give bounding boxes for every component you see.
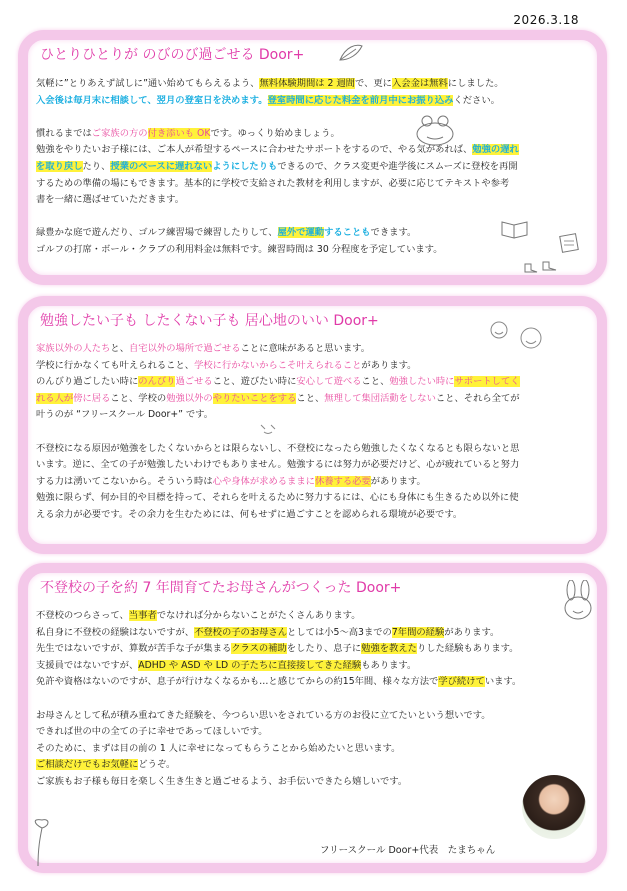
frog-doodle-icon: [405, 110, 465, 150]
highlighted-text: ようにしたりも: [212, 160, 278, 172]
highlighted-text: 学び続けて: [438, 676, 485, 688]
body-text: 免許や資格はないのですが、息子が行けなくなるかも…と感じてからの約15年間、様々な方法で: [36, 676, 439, 688]
body-text: と、: [110, 343, 129, 354]
body-text: りした経験もあります。: [416, 643, 519, 655]
paragraph-line: [36, 242, 589, 259]
highlighted-text: 授業のペースに遅れない: [110, 160, 213, 172]
body-text: できるので、クラス変更や進学後にスムーズに登校を再開: [277, 160, 518, 172]
highlighted-text: を取り戻し: [36, 160, 83, 172]
highlighted-text: ご相談だけでもお気軽に: [36, 759, 139, 771]
body-text: ご家族もお子様も毎日を楽しく生き生きと過ごせるよう、お手伝いできたら嬉しいです。: [36, 775, 408, 787]
body-text: こと、それら全てが: [435, 392, 520, 404]
body-text: どうぞ。: [138, 759, 176, 771]
paragraph-line: [36, 126, 589, 143]
body-text: があります。: [444, 626, 500, 638]
paragraph-line: [36, 358, 589, 375]
body-text: 私自身に不登校の経験はないですが、: [36, 626, 195, 638]
highlighted-text: 傍に居る: [73, 392, 111, 404]
paragraph-line: [36, 708, 589, 725]
paragraph-line: [36, 641, 589, 658]
paragraph-line: [36, 93, 589, 110]
highlighted-text: 無料体験期間は 2 週間: [259, 78, 355, 89]
highlighted-text: 入会後は毎月末に相談して、翌月の登室日を決めます。: [36, 94, 268, 106]
paragraph-line: [36, 407, 589, 424]
rabbit-doodle-icon: [558, 580, 598, 622]
paragraph-line: [36, 490, 589, 507]
body-text: 不登校になる原因が勉強をしたくないからとは限らないし、不登校になったら勉強したくなくなるとも限らないと思: [36, 442, 520, 454]
highlighted-text: 7年間の経験: [391, 626, 445, 638]
paragraph-line: [36, 658, 589, 675]
paragraph-line: [36, 774, 589, 791]
signature: フリースクール Door+代表 たまちゃん: [320, 845, 496, 856]
highlighted-text: 屋外で運動: [277, 227, 325, 239]
body-text: する力は湧いてこないから。そういう時は: [36, 475, 213, 487]
paragraph-line: [36, 741, 589, 758]
open-book-icon: [500, 218, 530, 240]
body-text: います。: [484, 676, 522, 688]
body-text: するための準備の場にもできます。基本的に学校で支給された教材を利用しますが、必要に応じてテキストや参考: [36, 177, 510, 189]
paragraph-line: [36, 76, 589, 93]
section-box-1: [18, 30, 607, 285]
body-text: 学校に行かなくても叶えられること、: [36, 359, 195, 371]
highlighted-text: 勉強以外の: [166, 392, 213, 404]
body-text: があります。: [370, 475, 426, 487]
highlighted-text: 不登校の子のお母さん: [194, 626, 288, 638]
paragraph-line: [36, 142, 589, 159]
body-text: 緑豊かな庭で遊んだり、ゴルフ練習場で練習したりして、: [36, 227, 278, 239]
highlighted-text: クラスの補助: [231, 643, 287, 655]
body-text: 気軽に”とりあえず試しに”通い始めてもらえるよう、: [36, 78, 260, 89]
body-text: そのために、まずは目の前の 1 人に幸せになってもらうことから始めたいと思います。: [36, 742, 401, 754]
paragraph-line: [36, 374, 589, 391]
body-text: お母さんとして私が積み重ねてきた経験を、今つらい思いをされている方のお役に立てたいという想いです。: [36, 709, 491, 721]
highlighted-text: サポートしてく: [454, 376, 520, 388]
paragraph-line: [36, 457, 589, 474]
body-text: 叶うのが “フリースクール Door+” です。: [36, 409, 214, 421]
notebook-icon: [558, 232, 582, 254]
highlighted-text: 自宅以外の場所で過ごせる: [129, 343, 241, 354]
body-text: としては小5～高3までの: [287, 626, 392, 638]
body-text: のんびり過ごしたい時に: [36, 376, 139, 388]
highlighted-text: やりたいことをする: [212, 392, 297, 404]
highlighted-text: 無理して集団活動をしない: [324, 392, 436, 404]
paragraph-line: [36, 625, 589, 642]
body-text: える余力が必要です。その余力を生むためには、何もせずに過ごすことを認められる環境が必要です。: [36, 508, 463, 520]
leaf-doodle-icon: [338, 42, 364, 64]
body-text: 先生ではないですが、算数が苦手な子が集まる: [36, 643, 232, 655]
body-text: ゴルフの打席・ボール・クラブの利用料金は無料です。練習時間は 30 分程度を予定しています。: [36, 243, 443, 255]
paragraph-line: [36, 176, 589, 193]
section-box-3: [18, 563, 607, 873]
highlighted-text: 当事者: [128, 610, 157, 621]
body-text: で、更に: [354, 78, 392, 89]
body-text: でなければ分からないことがたくさんあります。: [156, 610, 361, 621]
paragraph-line: [36, 159, 589, 176]
body-text: ください。: [453, 94, 500, 106]
highlighted-text: ご家族の方の: [91, 127, 148, 139]
body-text: こと、: [296, 392, 325, 404]
face-doodle-icon: [258, 420, 280, 436]
paragraph-line: [36, 724, 589, 741]
highlighted-text: 付き添いも OK: [147, 127, 211, 139]
highlighted-text: 安心して遊べる: [296, 376, 362, 388]
body-text: にしました。: [447, 78, 504, 89]
body-text: こと、遊びたい時に: [212, 376, 297, 388]
body-text: ことに意味があると思います。: [240, 343, 370, 354]
body-text: 勉強をやりたいお子様には、ご本人が希望するペースに合わせたサポートをするので、やる気があれば、: [36, 144, 473, 156]
highlighted-text: 勉強したい時に: [389, 376, 455, 388]
highlighted-text: のんびり: [138, 376, 176, 388]
flower-doodle-icon: [24, 818, 54, 868]
paragraph-line: [36, 192, 589, 209]
highlighted-text: 休養する必要: [314, 475, 371, 487]
representative-photo: [522, 775, 586, 839]
body-text: います。逆に、全ての子が勉強したいわけでもありません。勉強するには努力が必要だけど、心が疲れていると努力: [36, 459, 520, 471]
paragraph-line: [36, 507, 589, 524]
highlighted-text: 心や身体が求めるままに: [212, 475, 315, 487]
blank-line: [36, 691, 589, 708]
body-text: できます。: [370, 227, 417, 239]
highlighted-text: 登室時間に応じた料金を前月中にお振り込み: [267, 94, 454, 106]
highlighted-text: 勉強の遅れ: [472, 144, 519, 156]
highlighted-text: れる人が: [36, 392, 74, 404]
highlighted-text: 学校に行かないからこそ叶えられること: [194, 359, 362, 371]
body-text: をしたり、息子に: [286, 643, 362, 655]
body-text: 支援員ではないですが、: [36, 659, 139, 671]
date: 2026.3.18: [513, 13, 579, 27]
paragraph-line: [36, 674, 589, 691]
highlighted-text: 過ごせる: [175, 376, 213, 388]
paragraph-line: [36, 391, 589, 408]
shoes-icon: [523, 258, 559, 276]
smiling-faces-icon: [485, 318, 555, 358]
highlighted-text: することも: [324, 227, 371, 239]
highlighted-text: 家族以外の人たち: [36, 343, 111, 354]
section-2-title: 勉強したい子も したくない子も 居心地のいい Door+: [40, 313, 379, 329]
body-text: こと、: [361, 376, 390, 388]
body-text: できれば世の中の全ての子に幸せであってほしいです。: [36, 726, 268, 738]
body-text: があります。: [361, 359, 417, 371]
body-text: 勉強に限らず、何か目的や目標を持って、それらを叶えるために努力するには、心にも身体にも生きるため以外に使: [36, 492, 519, 504]
body-text: です。ゆっくり始めましょう。: [210, 127, 340, 139]
body-text: 不登校のつらさって、: [36, 610, 129, 621]
body-text: こと、学校の: [110, 392, 167, 404]
body-text: もあります。: [361, 659, 417, 671]
section-1-title: ひとりひとりが のびのび過ごせる Door+: [40, 47, 305, 63]
section-3-title: 不登校の子を約 7 年間育てたお母さんがつくった Door+: [40, 580, 402, 596]
blank-line: [36, 109, 589, 126]
body-text: 書を一緒に選ばせていただきます。: [36, 194, 185, 206]
body-text: 慣れるまでは: [36, 127, 92, 139]
paragraph-line: [36, 441, 589, 458]
blank-line: [36, 424, 589, 441]
highlighted-text: 入会金は無料: [391, 78, 448, 89]
highlighted-text: ADHD や ASD や LD の子たちに直接接してきた経験: [138, 659, 362, 671]
section-3-body: [36, 608, 589, 791]
paragraph-line: [36, 474, 589, 491]
body-text: たり、: [82, 160, 111, 172]
highlighted-text: 勉強を教えた: [361, 643, 417, 655]
paragraph-line: [36, 757, 589, 774]
section-2-body: [36, 341, 589, 524]
paragraph-line: [36, 608, 589, 625]
